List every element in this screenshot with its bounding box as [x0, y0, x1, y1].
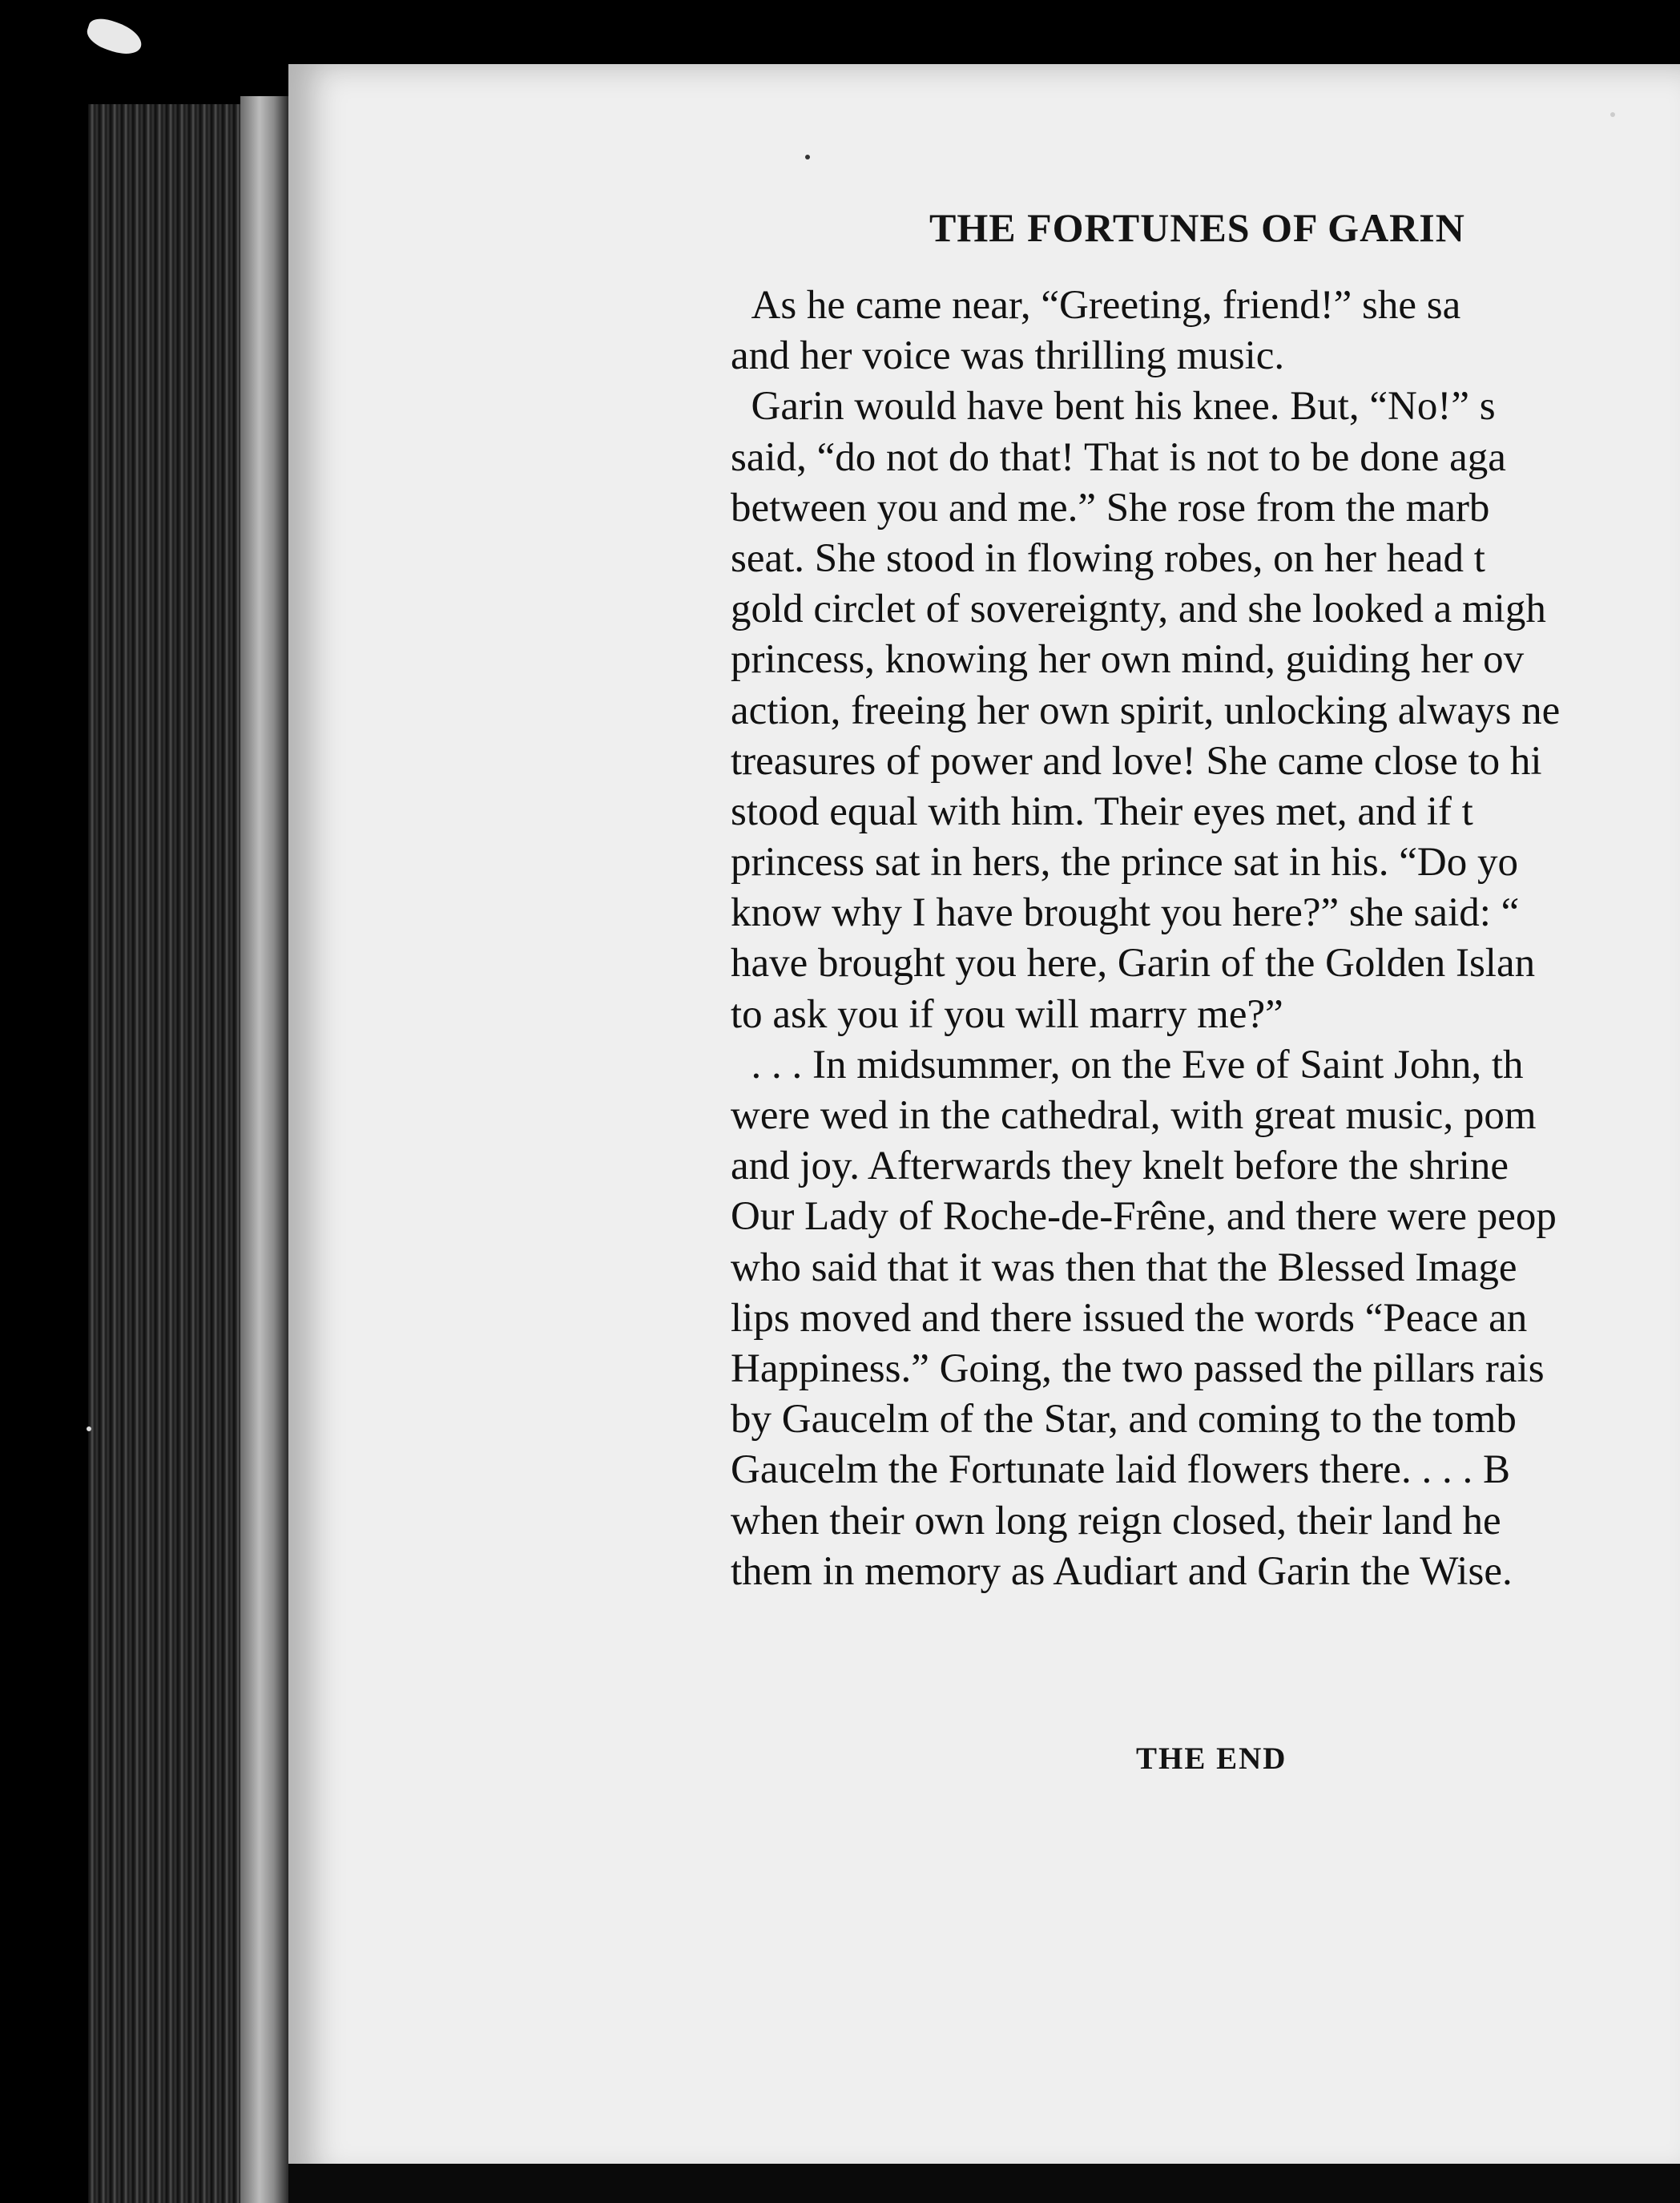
text-line: were wed in the cathedral, with great music, pom	[731, 1093, 1537, 1138]
text-line: who said that it was then that the Blessed Image	[731, 1245, 1517, 1290]
text-line: have brought you here, Garin of the Golden Islan	[731, 941, 1536, 987]
text-line: seat. She stood in flowing robes, on her head t	[731, 535, 1485, 581]
text-line: when their own long reign closed, their land he	[731, 1498, 1501, 1543]
text-line: stood equal with him. Their eyes met, and if t	[731, 789, 1473, 834]
text-line: gold circlet of sovereignty, and she looked a migh	[731, 587, 1546, 632]
text-line: Gaucelm the Fortunate laid flowers there. . . . B	[731, 1447, 1510, 1493]
text-line: by Gaucelm of the Star, and coming to the tomb	[731, 1397, 1517, 1442]
page-fold-highlight	[240, 96, 288, 2203]
text-line: lips moved and there issued the words “Peace an	[731, 1295, 1528, 1341]
body-text	[731, 280, 1680, 1597]
text-line: princess, knowing her own mind, guiding her ov	[731, 637, 1525, 683]
dust-speck	[1610, 112, 1615, 117]
text-line: and her voice was thrilling music.	[731, 333, 1285, 379]
text-line: action, freeing her own spirit, unlocking always ne	[731, 688, 1561, 733]
text-line: treasures of power and love! She came close to hi	[731, 738, 1542, 784]
text-line: to ask you if you will marry me?”	[731, 991, 1283, 1037]
scan-corner-mark	[83, 14, 146, 59]
the-end-mark: THE END	[1136, 1741, 1287, 1776]
running-head: THE FORTUNES OF GARIN	[929, 205, 1465, 250]
page-bottom-shadow	[288, 2164, 1680, 2203]
dust-speck	[87, 1426, 91, 1431]
text-line: As he came near, “Greeting, friend!” she sa	[731, 283, 1461, 328]
text-line: and joy. Afterwards they knelt before the shrine	[731, 1144, 1509, 1189]
text-line: princess sat in hers, the prince sat in his. “Do yo	[731, 840, 1518, 886]
text-line: know why I have brought you here?” she said: “	[731, 890, 1520, 936]
text-line: Our Lady of Roche-de-Frêne, and there were peop	[731, 1194, 1557, 1240]
text-line: . . . In midsummer, on the Eve of Saint John, th	[731, 1042, 1524, 1087]
text-line: Happiness.” Going, the two passed the pillars rais	[731, 1346, 1545, 1391]
text-line: between you and me.” She rose from the marb	[731, 485, 1490, 531]
text-line: Garin would have bent his knee. But, “No!” s	[731, 384, 1496, 430]
text-line: them in memory as Audiart and Garin the Wise.	[731, 1548, 1513, 1594]
dust-speck	[805, 155, 810, 159]
text-line: said, “do not do that! That is not to be done aga	[731, 434, 1506, 480]
